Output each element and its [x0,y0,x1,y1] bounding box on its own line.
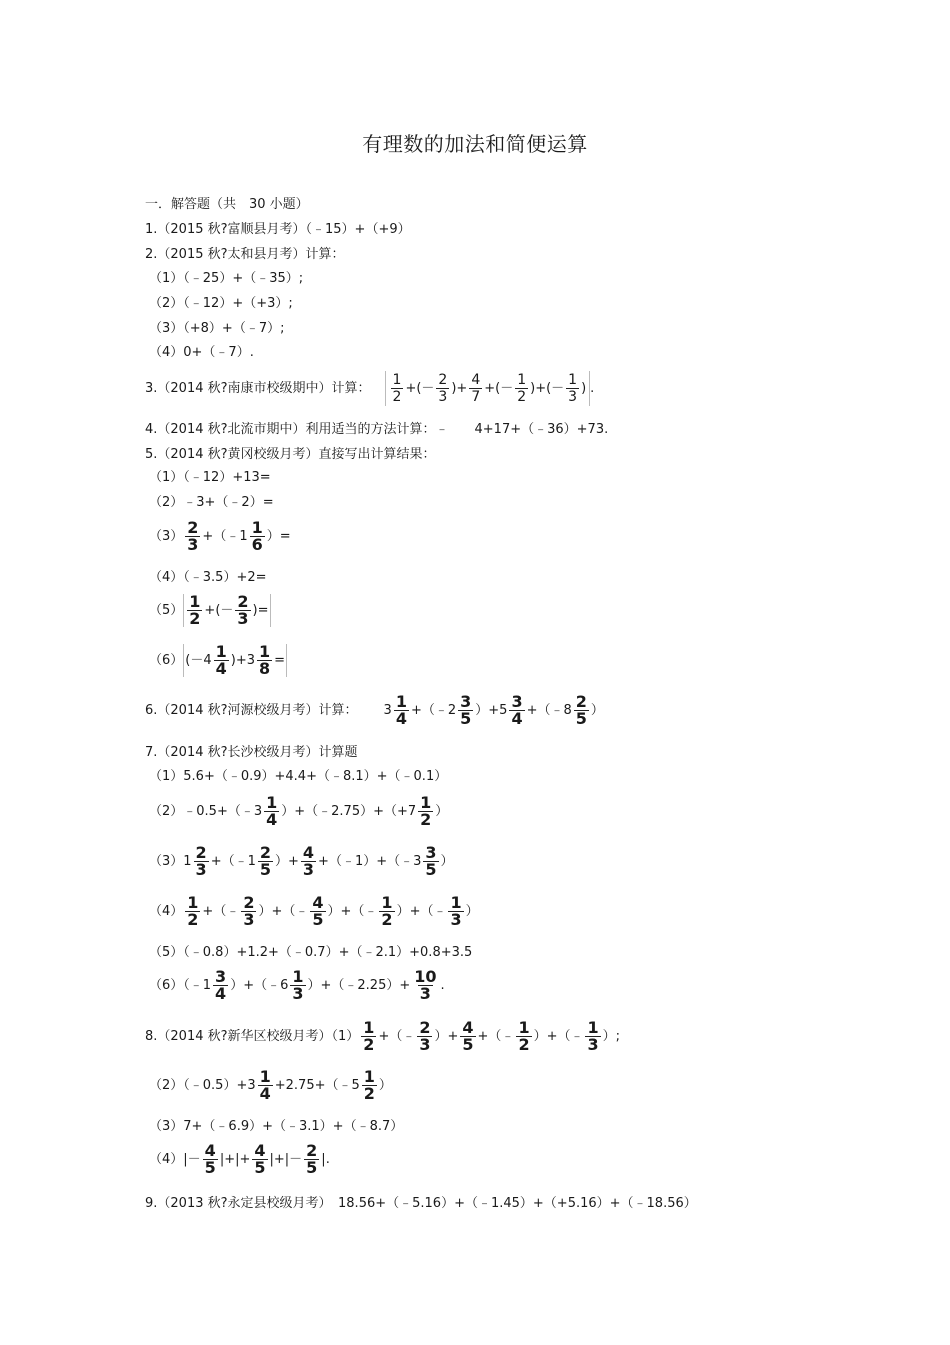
fraction-denominator: 8 [259,659,271,678]
question-8-item-3: （3）7+（﹣6.9）+（﹣3.1）+（﹣8.7） [149,1119,404,1134]
math-text: |－ [183,1151,201,1167]
fraction-denominator: 2 [187,910,199,929]
math-text: ）+（﹣2.25）+ [307,977,411,993]
fraction-numerator: 1 [568,372,578,388]
fraction-numerator: 3 [215,967,227,986]
math-text: ）= [266,528,291,544]
fraction [436,372,449,405]
math-text: ）+ [275,853,299,869]
fraction [310,895,325,928]
math-text: ）+ [434,1028,459,1044]
question-2-item-3: （3）（+8）+（﹣7）; [149,321,285,336]
fraction-denominator: 5 [425,860,437,879]
fraction [516,1020,531,1053]
question-2-item-2: （2）（﹣12）+（+3）; [149,296,293,311]
question-3 [145,371,594,406]
math-text: ) [581,381,587,396]
fraction-numerator: 2 [419,1018,431,1037]
fraction-denominator: 3 [243,910,255,929]
fraction-denominator: 4 [215,659,227,678]
fraction-denominator: 3 [438,389,448,405]
math-text: )+3 [230,652,256,668]
question-2-item-4: （4）0+（﹣7）. [149,345,254,360]
math-text: ）+（﹣ [396,903,447,919]
fraction-numerator: 4 [204,1141,216,1160]
fraction-numerator: 2 [438,372,448,388]
math-text: ） [465,903,479,919]
question-7-head: 7.（2014 秋?长沙校级月考）计算题 [145,745,358,760]
fraction-denominator: 2 [517,389,527,405]
fraction [362,1069,377,1102]
fraction-numerator: 1 [292,967,304,986]
fraction-numerator: 2 [259,843,271,862]
question-4: 4.（2014 秋?北流市期中）利用适当的方法计算：﹣ 4+17+（﹣36）+73. [145,422,609,437]
question-5-item-4: （4）（﹣3.5）+2= [149,570,267,585]
fraction-denominator: 6 [251,535,263,554]
fraction-numerator: 1 [381,893,393,912]
fraction [423,845,438,878]
question-2-item-1: （1）（﹣25）+（﹣35）; [149,271,304,286]
math-text: （3）1 [149,853,192,869]
math-text: +（﹣1）+（﹣3 [318,853,422,869]
math-text: ）+（﹣ [258,903,309,919]
fraction [214,644,229,677]
math-text: +（﹣ [378,1028,416,1044]
fraction-denominator: 5 [306,1158,318,1177]
fraction-numerator: 3 [460,692,472,711]
math-text: . [440,977,445,993]
question-7-item-2 [149,795,448,828]
fraction-denominator: 2 [189,609,201,628]
fraction [417,1020,432,1053]
fraction-denominator: 2 [363,1084,375,1103]
math-text: |+|－ [269,1151,303,1167]
fraction [566,372,579,405]
page-title: 有理数的加法和简便运算 [362,132,588,156]
math-text: +（﹣1 [202,528,248,544]
math-text: )+ [451,381,468,396]
fraction-denominator: 5 [462,1035,474,1054]
math-text: ）; [602,1028,621,1044]
fraction-denominator: 3 [187,535,199,554]
question-5-item-6: （6） (－4 $\frac{1}{4}$ )+3 $\frac{1}{8}$ = [149,642,286,678]
fraction-numerator: 2 [243,893,255,912]
question-7-item-4 [149,895,479,928]
fraction-denominator: 3 [419,1035,431,1054]
fraction-numerator: 2 [237,592,249,611]
fraction-numerator: 1 [251,518,263,537]
math-text: )+(－ [530,381,565,396]
math-text: +(－ [405,381,435,396]
question-5-item-3-expression [183,520,290,553]
fraction-denominator: 3 [568,389,578,405]
fraction [301,845,316,878]
math-text: ）+（﹣ [533,1028,584,1044]
fraction-denominator: 3 [587,1035,599,1054]
fraction [418,795,433,828]
fraction-numerator: 2 [575,692,587,711]
fraction-numerator: 3 [511,692,523,711]
question-6: 6.（2014 秋?河源校级月考）计算： 3 $\frac{1}{4}$ +（﹣2 $\frac{3}{5}$ ）+5 $\frac{3}{4}$ +（﹣8 $\frac{2}{5}$ ） [145,692,604,728]
fraction-denominator: 5 [254,1158,266,1177]
math-text: （2）（﹣0.5）+3 [149,1077,256,1093]
fraction [391,372,404,405]
math-text: （4） [149,1151,184,1167]
fraction [290,969,305,1002]
fraction [241,895,256,928]
fraction [250,520,265,553]
fraction [185,895,200,928]
fraction [185,520,200,553]
fraction-denominator: 2 [381,910,393,929]
math-text: +2.75+（﹣5 [274,1077,360,1093]
question-5-item-2: （2）﹣3+（﹣2）= [149,495,274,510]
fraction-numerator: 1 [266,793,278,812]
question-5-item-5-expression [183,594,270,627]
math-text: ） [590,702,604,718]
fraction-denominator: 3 [450,910,462,929]
fraction [361,1020,376,1053]
fraction-numerator: 1 [517,372,527,388]
math-text: ）+（﹣6 [230,977,289,993]
math-text: 8.（2014 秋?新华区校级月考）（1） [145,1028,360,1044]
question-1: 1.（2015 秋?富顺县月考）（﹣15）+（+9） [145,222,411,237]
fraction [412,969,438,1002]
fraction-denominator: 4 [395,709,407,728]
math-text: +（﹣ [477,1028,515,1044]
question-6-expression [384,694,604,727]
fraction-denominator: 3 [419,984,431,1003]
fraction-numerator: 4 [471,372,481,388]
fraction-numerator: 10 [414,967,437,986]
math-text: （6）（﹣1 [149,977,212,993]
fraction-denominator: 2 [363,1035,375,1054]
fraction [257,644,272,677]
math-text: +(－ [484,381,514,396]
fraction-numerator: 4 [462,1018,474,1037]
fraction-denominator: 3 [237,609,249,628]
math-text: (－4 [185,652,212,668]
math-text: （4） [149,903,184,919]
fraction-numerator: 1 [259,1067,271,1086]
fraction [515,372,528,405]
question-9: 9.（2013 秋?永定县校级月考） 18.56+（﹣5.16）+（﹣1.45）+（+5.16）+（﹣18.56） [145,1196,697,1211]
math-text: | [321,1151,326,1167]
fraction-numerator: 1 [363,1018,375,1037]
fraction [187,594,202,627]
question-7-item-6 [149,969,445,1002]
fraction [252,1143,267,1176]
question-2-head: 2.（2015 秋?太和县月考）计算： [145,247,345,262]
fraction-denominator: 4 [266,810,278,829]
fraction [235,594,250,627]
fraction [264,795,279,828]
math-text: +（﹣2 [410,702,457,718]
math-text: ） [440,853,454,869]
question-8-item-2 [149,1069,392,1102]
fraction-numerator: 1 [392,372,402,388]
fraction-denominator: 5 [575,709,587,728]
fraction-denominator: 5 [204,1158,216,1177]
fraction [258,1069,273,1102]
fraction-numerator: 1 [259,642,271,661]
math-text: +（﹣8 [526,702,572,718]
fraction-numerator: 2 [195,843,207,862]
fraction-numerator: 4 [312,893,324,912]
question-3-expression [385,371,591,406]
fraction-denominator: 3 [302,860,315,879]
fraction-denominator: 2 [392,389,402,405]
question-5-item-3: （3） $\frac{2}{3}$ +（﹣1 $\frac{1}{6}$ ）= [149,518,291,554]
question-8-item-1 [145,1020,620,1053]
fraction [394,694,409,727]
fraction [194,845,209,878]
fraction-denominator: 7 [471,389,481,405]
fraction [448,895,463,928]
fraction-denominator: 4 [511,709,523,728]
fraction-denominator: 5 [312,910,324,929]
fraction [460,1020,475,1053]
question-3-tail: . [590,380,595,396]
fraction-denominator: 3 [195,860,207,879]
section-heading: 一．解答题（共 30 小题） [145,197,309,212]
math-text: 3 [383,702,392,718]
fraction-numerator: 4 [254,1141,266,1160]
question-8-item-4 [149,1143,330,1176]
question-3-head: 3.（2014 秋?南康市校级期中）计算： [145,380,371,396]
question-5-item-6-expression [183,644,287,677]
fraction-numerator: 1 [363,1067,375,1086]
fraction [258,845,273,878]
math-text: ） [435,803,449,819]
fraction [509,694,524,727]
fraction-numerator: 1 [215,642,227,661]
fraction [585,1020,600,1053]
math-text: . [325,1151,330,1167]
fraction-denominator: 5 [259,860,271,879]
math-text: +（﹣1 [210,853,256,869]
fraction-denominator: 4 [259,1084,271,1103]
fraction-numerator: 2 [306,1141,318,1160]
question-5-head: 5.（2014 秋?黄冈校级月考）直接写出计算结果： [145,447,436,462]
fraction-denominator: 5 [460,709,472,728]
fraction [458,694,473,727]
fraction [203,1143,218,1176]
question-5-item-5: （5） $\frac{1}{2}$ +(－ $\frac{2}{3}$ )= [149,592,269,628]
fraction-numerator: 3 [425,843,437,862]
fraction-numerator: 1 [420,793,432,812]
math-text: （2）﹣0.5+（﹣3 [149,803,263,819]
fraction-denominator: 4 [215,984,227,1003]
question-7-item-1: （1）5.6+（﹣0.9）+4.4+（﹣8.1）+（﹣0.1） [149,769,448,784]
fraction [469,372,482,405]
math-text: ）+5 [475,702,508,718]
fraction-numerator: 2 [187,518,199,537]
fraction-numerator: 1 [518,1018,530,1037]
fraction-denominator: 2 [518,1035,530,1054]
math-text: ）+（﹣2.75）+（+7 [281,803,417,819]
fraction [379,895,394,928]
math-text: )= [252,602,269,618]
fraction-denominator: 3 [292,984,304,1003]
math-text: = [274,652,286,668]
fraction-numerator: 4 [302,843,315,862]
fraction [213,969,228,1002]
math-text: +(－ [204,602,234,618]
fraction-denominator: 2 [420,810,432,829]
fraction-numerator: 1 [395,692,407,711]
fraction [574,694,589,727]
math-text: +（﹣ [202,903,240,919]
fraction-numerator: 1 [587,1018,599,1037]
fraction-numerator: 1 [450,893,462,912]
question-7-item-5: （5）（﹣0.8）+1.2+（﹣0.7）+（﹣2.1）+0.8+3.5 [149,945,473,960]
fraction-numerator: 1 [189,592,201,611]
math-text: |+|+ [219,1151,251,1167]
math-text: ）+（﹣ [327,903,378,919]
fraction-numerator: 1 [187,893,199,912]
question-5-item-1: （1）（﹣12）+13= [149,470,271,485]
fraction [304,1143,319,1176]
question-7-item-3 [149,845,454,878]
math-text: ） [378,1077,392,1093]
